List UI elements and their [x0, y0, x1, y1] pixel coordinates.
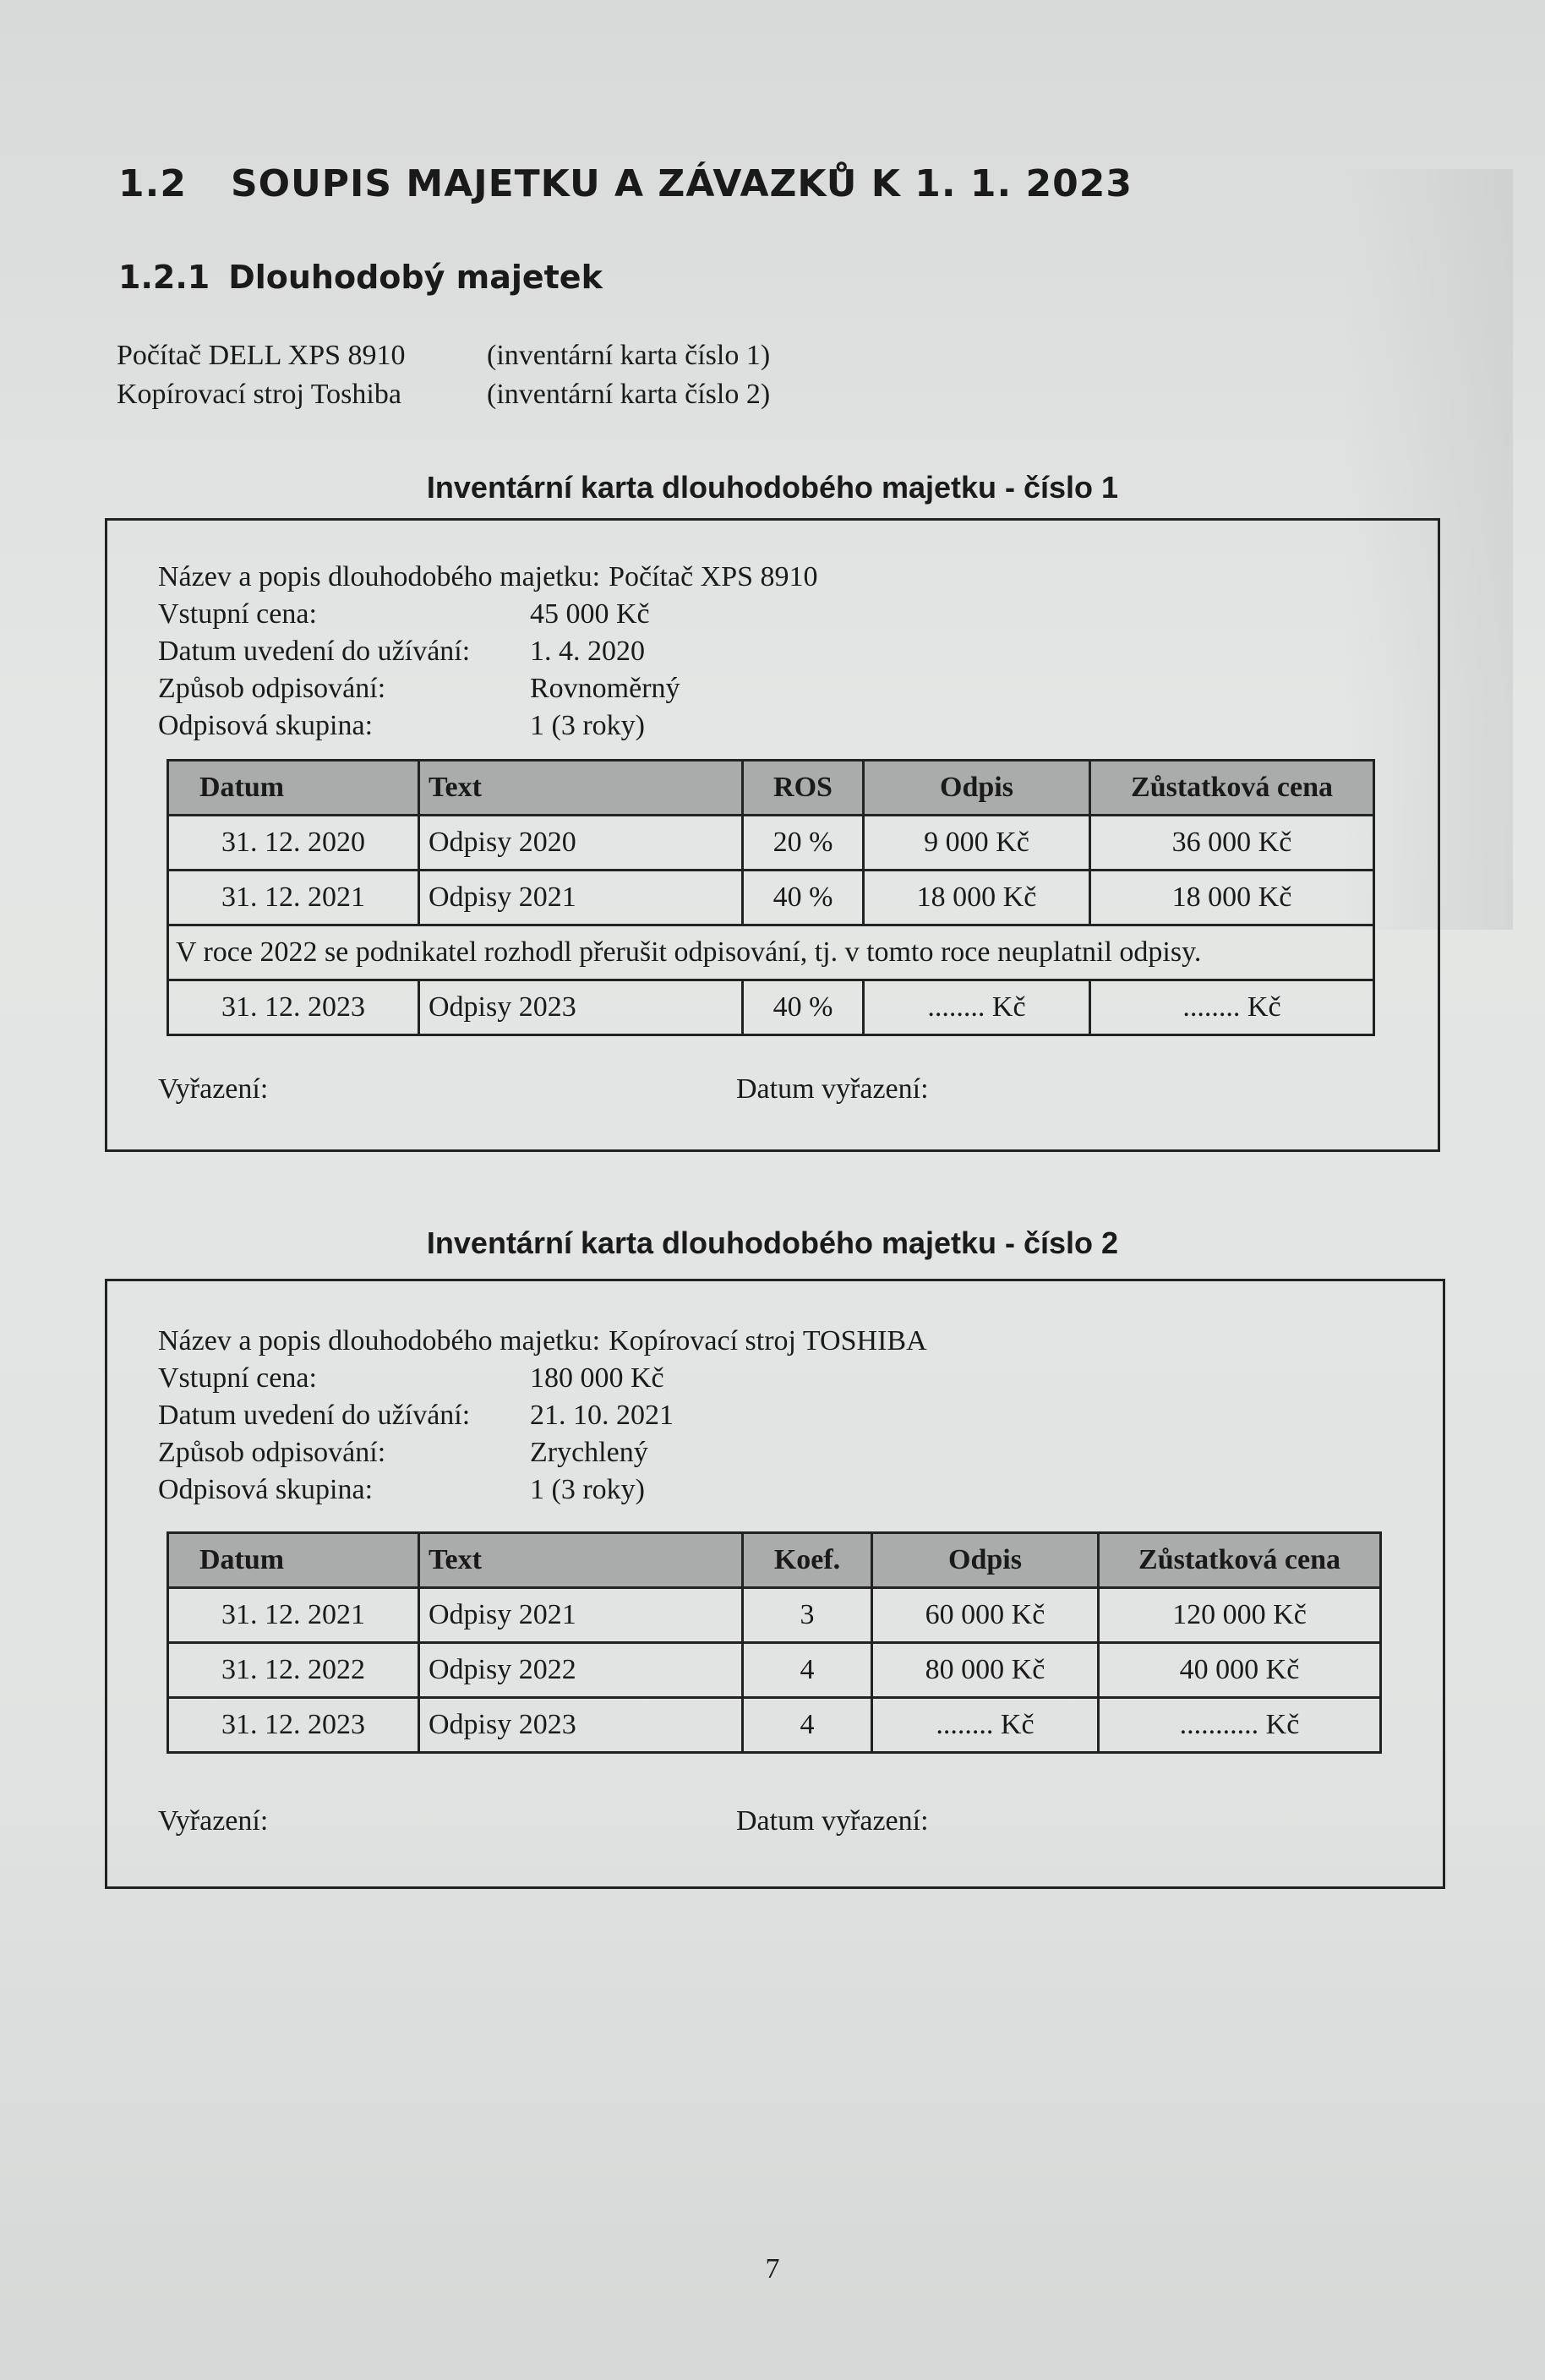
info-label: Datum uvedení do užívání:: [158, 1400, 471, 1431]
asset-card-ref: (inventární karta číslo 1): [487, 340, 771, 371]
info-row: [158, 636, 818, 673]
card-2-title: Inventární karta dlouhodobého majetku - číslo 2: [426, 1225, 1119, 1260]
info-label: Vstupní cena:: [158, 598, 317, 630]
info-value: 21. 10. 2021: [530, 1400, 674, 1431]
card-2-info: [158, 1325, 927, 1511]
section-title: SOUPIS MAJETKU A ZÁVAZKŮ K 1. 1. 2023: [230, 162, 1133, 205]
info-label: Název a popis dlouhodobého majetku:: [158, 1325, 601, 1356]
table-row: [168, 1643, 1381, 1698]
cell-coefficient: 4: [743, 1698, 872, 1753]
asset-list: [117, 340, 770, 418]
cell-depreciation: 80 000 Kč: [872, 1643, 1099, 1698]
cell-residual: 40 000 Kč: [1099, 1643, 1381, 1698]
cell-date: 31. 12. 2023: [168, 980, 419, 1035]
info-row: [158, 673, 818, 710]
info-label: Datum uvedení do užívání:: [158, 636, 471, 667]
cell-coefficient: 3: [743, 1588, 872, 1643]
cell-residual: 120 000 Kč: [1099, 1588, 1381, 1643]
column-header: Zůstatková cena: [1099, 1533, 1381, 1588]
cell-depreciation: 9 000 Kč: [864, 816, 1090, 871]
cell-depreciation: 60 000 Kč: [872, 1588, 1099, 1643]
cell-depreciation: 18 000 Kč: [864, 871, 1090, 925]
info-value: 1 (3 roky): [530, 1474, 645, 1505]
disposal-date-label: Datum vyřazení:: [736, 1805, 929, 1837]
column-header: Odpis: [864, 761, 1090, 816]
section-number: 1.2: [118, 162, 187, 205]
cell-date: 31. 12. 2023: [168, 1698, 419, 1753]
cell-text: Odpisy 2020: [419, 816, 743, 871]
info-label: Způsob odpisování:: [158, 673, 386, 704]
disposal-label: Vyřazení:: [158, 1073, 269, 1105]
subsection-title: Dlouhodobý majetek: [228, 259, 603, 296]
table-row: [168, 871, 1374, 925]
cell-residual: 18 000 Kč: [1090, 871, 1374, 925]
cell-residual: ........... Kč: [1099, 1698, 1381, 1753]
inventory-card-1: [105, 518, 1440, 1152]
cell-date: 31. 12. 2021: [168, 871, 419, 925]
table-row: [168, 980, 1374, 1035]
info-value: 1 (3 roky): [530, 710, 645, 741]
cell-date: 31. 12. 2020: [168, 816, 419, 871]
cell-residual: 36 000 Kč: [1090, 816, 1374, 871]
note-cell: V roce 2022 se podnikatel rozhodl přerušit odpisování, tj. v tomto roce neuplatnil odpisy.: [168, 925, 1374, 980]
cell-text: Odpisy 2021: [419, 871, 743, 925]
cell-coefficient: 4: [743, 1643, 872, 1698]
column-header: Text: [419, 761, 743, 816]
inventory-card-2: [105, 1279, 1445, 1889]
column-header: Zůstatková cena: [1090, 761, 1374, 816]
info-label: Vstupní cena:: [158, 1362, 317, 1394]
info-row: [158, 1474, 927, 1511]
card-1-title: Inventární karta dlouhodobého majetku - číslo 1: [426, 470, 1119, 505]
table-header-row: [168, 1533, 1381, 1588]
page-number: 7: [765, 2253, 780, 2284]
cell-rate: 40 %: [743, 871, 864, 925]
cell-rate: 40 %: [743, 980, 864, 1035]
table-header-row: [168, 761, 1374, 816]
info-row: [158, 1400, 927, 1437]
cell-rate: 20 %: [743, 816, 864, 871]
info-label: Způsob odpisování:: [158, 1437, 386, 1468]
subsection-number: 1.2.1: [118, 259, 210, 296]
card-1-info: [158, 561, 818, 747]
cell-text: Odpisy 2021: [419, 1588, 743, 1643]
info-value: 45 000 Kč: [530, 598, 650, 630]
column-header: Datum: [168, 1533, 419, 1588]
info-row: [158, 561, 818, 598]
info-row: [158, 710, 818, 747]
cell-text: Odpisy 2023: [419, 980, 743, 1035]
table-row: [168, 1698, 1381, 1753]
info-row: [158, 598, 818, 636]
info-value: 180 000 Kč: [530, 1362, 664, 1394]
info-row: [158, 1362, 927, 1400]
cell-residual: ........ Kč: [1090, 980, 1374, 1035]
disposal-label: Vyřazení:: [158, 1805, 269, 1837]
column-header: Koef.: [743, 1533, 872, 1588]
subsection-heading: [118, 259, 603, 296]
section-heading: [118, 162, 1133, 205]
info-value: Zrychlený: [530, 1437, 648, 1468]
asset-item: [117, 340, 770, 379]
table-note-row: [168, 925, 1374, 980]
cell-text: Odpisy 2023: [419, 1698, 743, 1753]
table-row: [168, 1588, 1381, 1643]
info-row: [158, 1325, 927, 1362]
disposal-date-label: Datum vyřazení:: [736, 1073, 929, 1105]
asset-item: [117, 379, 770, 418]
column-header: Datum: [168, 761, 419, 816]
column-header: Odpis: [872, 1533, 1099, 1588]
column-header: Text: [419, 1533, 743, 1588]
column-header: ROS: [743, 761, 864, 816]
depreciation-table-2: [167, 1531, 1382, 1754]
info-value: 1. 4. 2020: [530, 636, 645, 667]
cell-depreciation: ........ Kč: [864, 980, 1090, 1035]
asset-name: Počítač DELL XPS 8910: [117, 340, 406, 371]
info-value: Kopírovací stroj TOSHIBA: [609, 1325, 927, 1356]
info-label: Odpisová skupina:: [158, 710, 374, 741]
info-label: Odpisová skupina:: [158, 1474, 374, 1505]
info-row: [158, 1437, 927, 1474]
table-row: [168, 816, 1374, 871]
cell-date: 31. 12. 2021: [168, 1588, 419, 1643]
depreciation-table-1: [167, 759, 1375, 1036]
cell-date: 31. 12. 2022: [168, 1643, 419, 1698]
asset-name: Kopírovací stroj Toshiba: [117, 379, 401, 410]
info-value: Rovnoměrný: [530, 673, 680, 704]
cell-text: Odpisy 2022: [419, 1643, 743, 1698]
info-label: Název a popis dlouhodobého majetku:: [158, 561, 601, 592]
info-value: Počítač XPS 8910: [609, 561, 818, 592]
cell-depreciation: ........ Kč: [872, 1698, 1099, 1753]
asset-card-ref: (inventární karta číslo 2): [487, 379, 771, 410]
